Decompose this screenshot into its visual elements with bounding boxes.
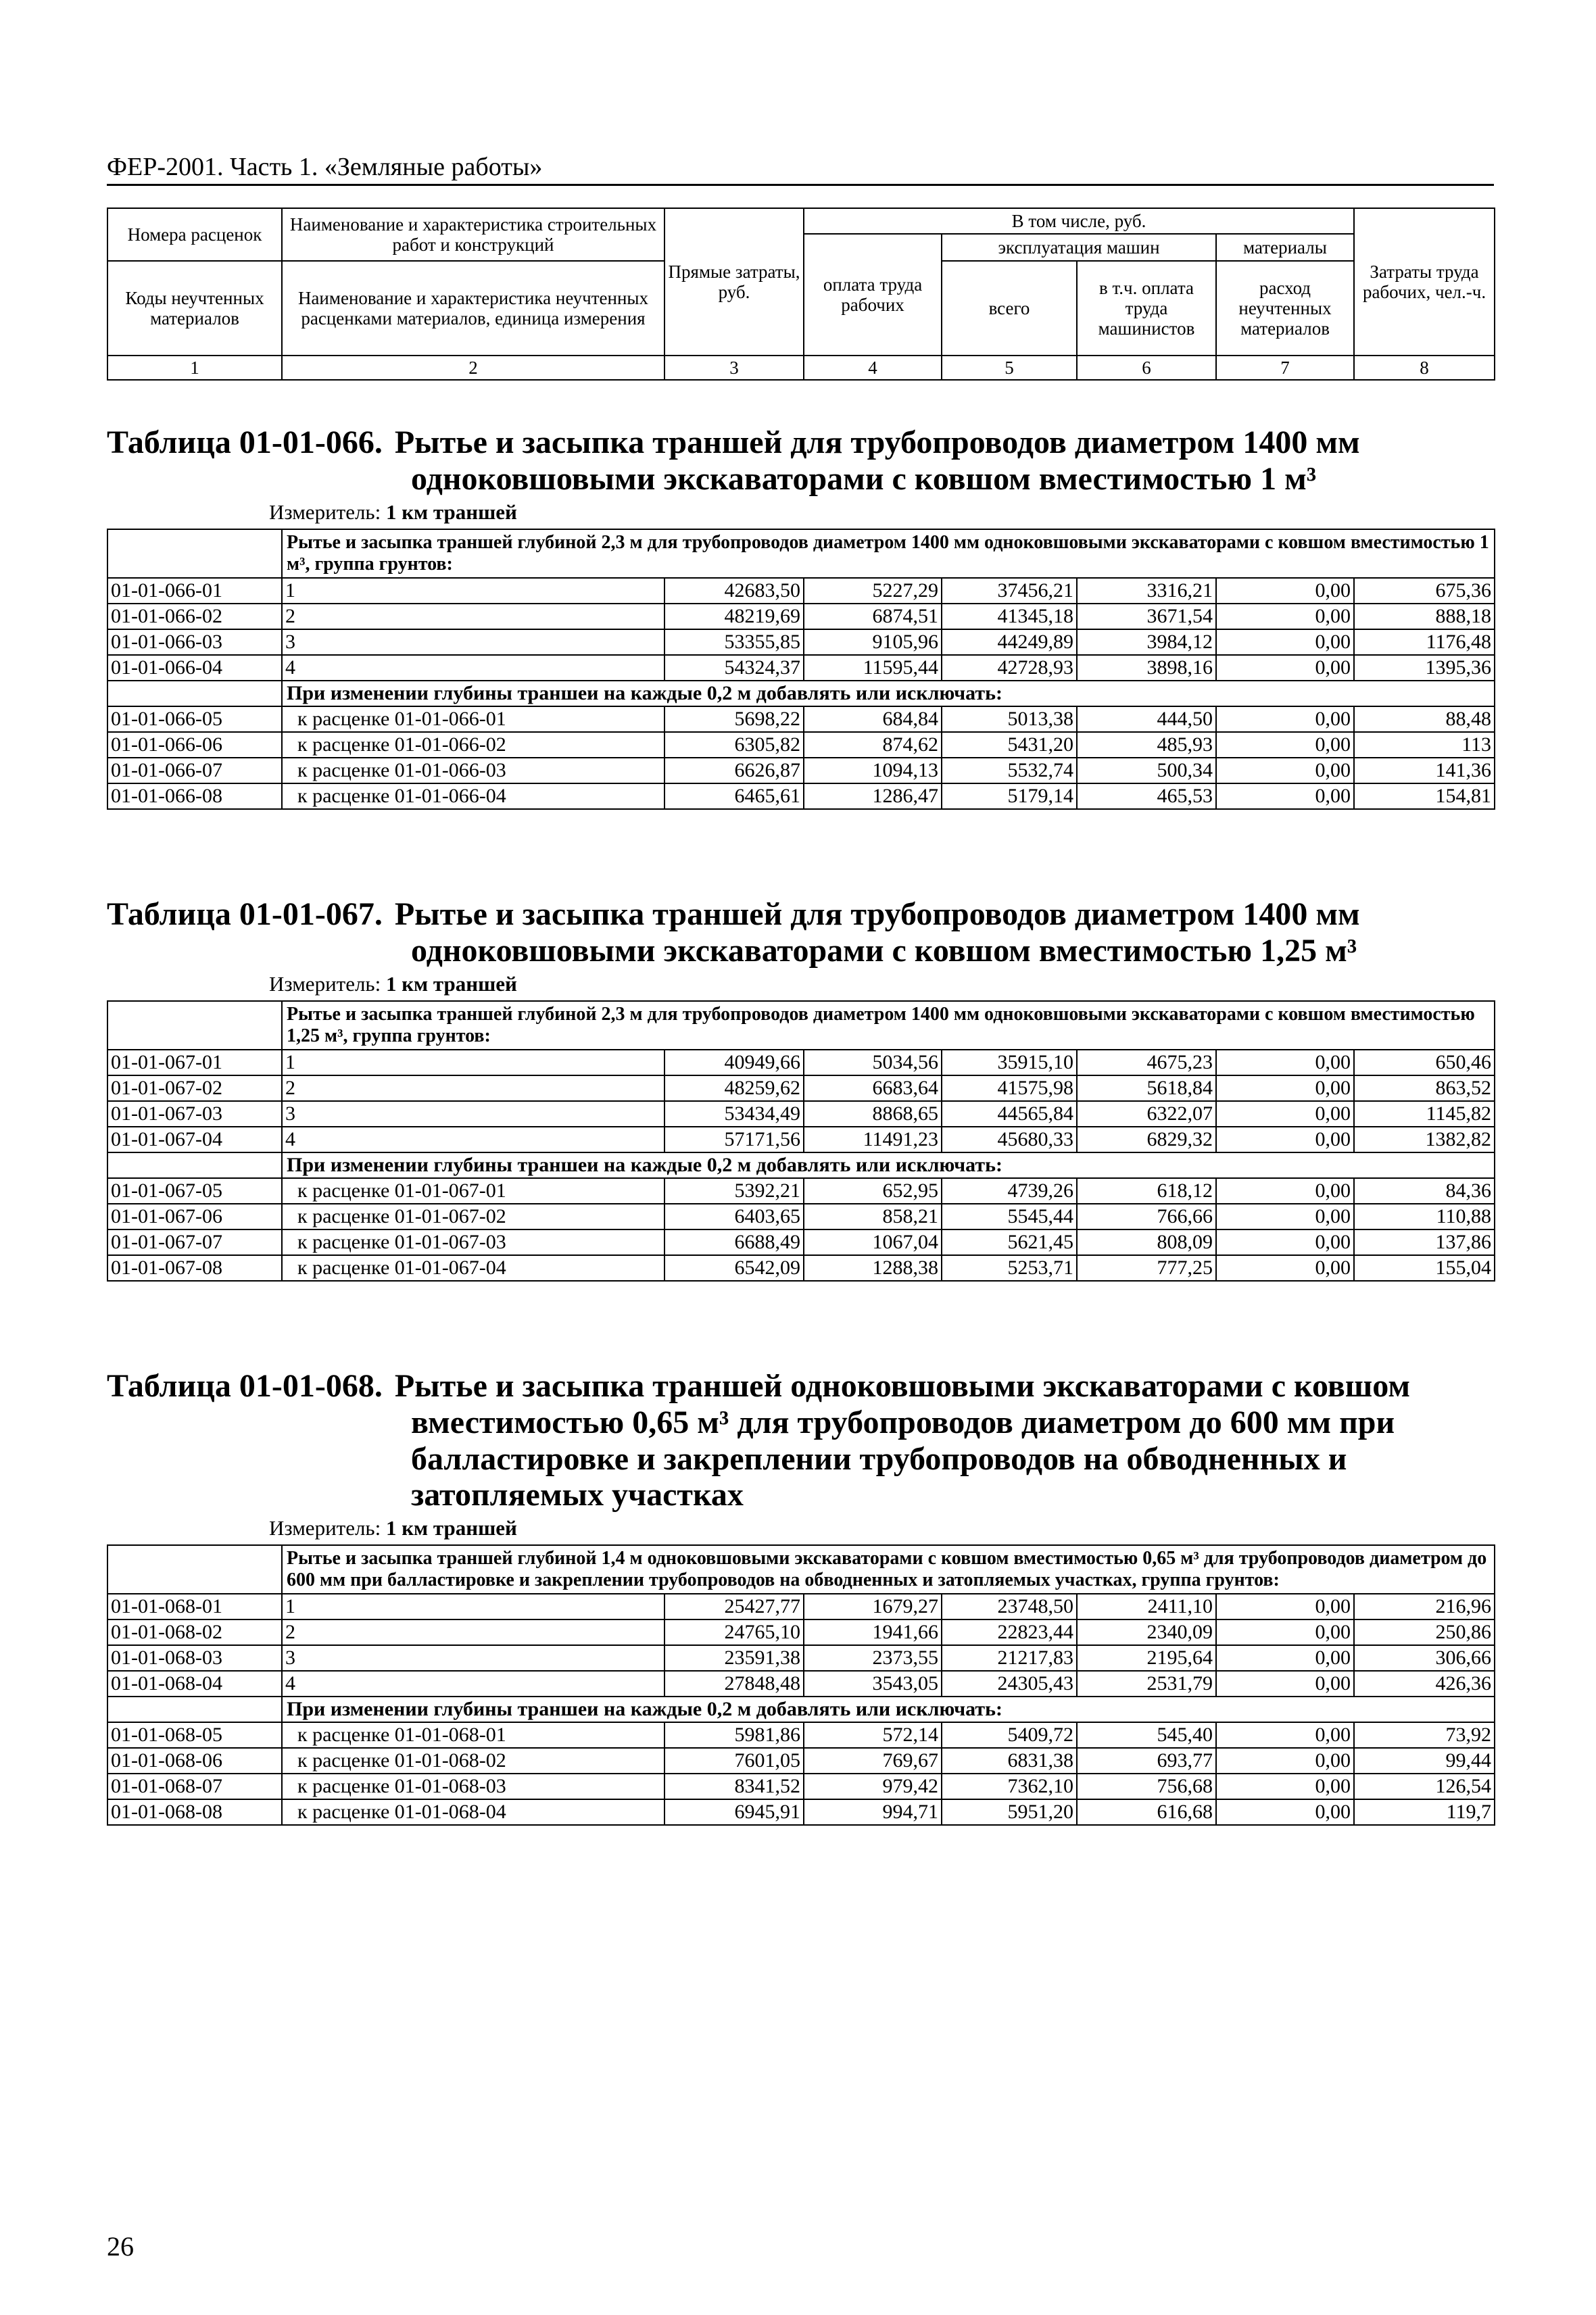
table-row bbox=[107, 604, 1495, 629]
value-cell: 5545,44 bbox=[942, 1204, 1077, 1229]
value-cell: 0,00 bbox=[1216, 758, 1354, 783]
value-cell: 45680,33 bbox=[942, 1127, 1077, 1152]
table-row bbox=[107, 1050, 1495, 1075]
row-label: к расценке 01-01-067-03 bbox=[282, 1229, 664, 1255]
rate-code: 01-01-067-06 bbox=[107, 1204, 282, 1229]
value-cell: 0,00 bbox=[1216, 783, 1354, 809]
value-cell: 1679,27 bbox=[804, 1594, 942, 1619]
value-cell: 40949,66 bbox=[664, 1050, 804, 1075]
value-cell: 1382,82 bbox=[1354, 1127, 1495, 1152]
rate-code: 01-01-068-08 bbox=[107, 1799, 282, 1825]
rate-code: 01-01-066-04 bbox=[107, 655, 282, 681]
value-cell: 35915,10 bbox=[942, 1050, 1077, 1075]
table-row bbox=[107, 1229, 1495, 1255]
row-label: 1 bbox=[282, 1050, 664, 1075]
rate-code: 01-01-068-01 bbox=[107, 1594, 282, 1619]
col-machines: эксплуатация машин bbox=[942, 234, 1216, 261]
value-cell: 1067,04 bbox=[804, 1229, 942, 1255]
rate-code: 01-01-068-07 bbox=[107, 1774, 282, 1799]
rate-code: 01-01-066-05 bbox=[107, 706, 282, 732]
value-cell: 6626,87 bbox=[664, 758, 804, 783]
value-cell: 684,84 bbox=[804, 706, 942, 732]
value-cell: 2411,10 bbox=[1077, 1594, 1216, 1619]
value-cell: 2195,64 bbox=[1077, 1645, 1216, 1671]
table-title-text: Рытье и засыпка траншей для трубопроводов диаметром 1400 мм bbox=[394, 896, 1360, 932]
row-label: 2 bbox=[282, 1619, 664, 1645]
value-cell: 6322,07 bbox=[1077, 1101, 1216, 1127]
work-description-row bbox=[107, 1001, 1495, 1050]
value-cell: 444,50 bbox=[1077, 706, 1216, 732]
value-cell: 500,34 bbox=[1077, 758, 1216, 783]
col-num: 7 bbox=[1216, 356, 1354, 380]
value-cell: 119,7 bbox=[1354, 1799, 1495, 1825]
table-label: Таблица 01-01-068. bbox=[107, 1368, 383, 1404]
value-cell: 618,12 bbox=[1077, 1178, 1216, 1204]
rate-code: 01-01-066-01 bbox=[107, 578, 282, 604]
rate-code: 01-01-068-02 bbox=[107, 1619, 282, 1645]
value-cell: 808,09 bbox=[1077, 1229, 1216, 1255]
col-material-codes: Коды неучтенных материалов bbox=[107, 261, 282, 356]
table-row bbox=[107, 1075, 1495, 1101]
table-row bbox=[107, 1255, 1495, 1281]
table-title-text: Рытье и засыпка траншей одноковшовыми экскаваторами с ковшом bbox=[394, 1368, 1411, 1404]
value-cell: 4675,23 bbox=[1077, 1050, 1216, 1075]
row-label: к расценке 01-01-066-03 bbox=[282, 758, 664, 783]
rates-table bbox=[107, 529, 1495, 810]
value-cell: 0,00 bbox=[1216, 1671, 1354, 1697]
row-label: 1 bbox=[282, 578, 664, 604]
table-row bbox=[107, 1799, 1495, 1825]
value-cell: 25427,77 bbox=[664, 1594, 804, 1619]
col-materials: материалы bbox=[1216, 234, 1354, 261]
value-cell: 6403,65 bbox=[664, 1204, 804, 1229]
value-cell: 41575,98 bbox=[942, 1075, 1077, 1101]
rates-table bbox=[107, 1000, 1495, 1282]
rates-table bbox=[107, 1544, 1495, 1826]
table-row bbox=[107, 1671, 1495, 1697]
table-title-text: балластировке и закреплении трубопроводов на обводненных и bbox=[411, 1440, 1347, 1477]
table-row bbox=[107, 758, 1495, 783]
value-cell: 1145,82 bbox=[1354, 1101, 1495, 1127]
value-cell: 756,68 bbox=[1077, 1774, 1216, 1799]
value-cell: 5013,38 bbox=[942, 706, 1077, 732]
measure-label: Измеритель: bbox=[269, 971, 381, 996]
value-cell: 84,36 bbox=[1354, 1178, 1495, 1204]
value-cell: 4739,26 bbox=[942, 1178, 1077, 1204]
blank-cell bbox=[107, 1697, 282, 1722]
value-cell: 11595,44 bbox=[804, 655, 942, 681]
value-cell: 3671,54 bbox=[1077, 604, 1216, 629]
value-cell: 7601,05 bbox=[664, 1748, 804, 1774]
value-cell: 426,36 bbox=[1354, 1671, 1495, 1697]
value-cell: 6305,82 bbox=[664, 732, 804, 758]
rate-code: 01-01-067-05 bbox=[107, 1178, 282, 1204]
col-direct-costs: Прямые затраты, руб. bbox=[664, 208, 804, 356]
row-label: к расценке 01-01-068-02 bbox=[282, 1748, 664, 1774]
value-cell: 37456,21 bbox=[942, 578, 1077, 604]
value-cell: 6688,49 bbox=[664, 1229, 804, 1255]
value-cell: 3898,16 bbox=[1077, 655, 1216, 681]
work-description-row bbox=[107, 1545, 1495, 1594]
row-label: к расценке 01-01-066-04 bbox=[282, 783, 664, 809]
table-label: Таблица 01-01-067. bbox=[107, 896, 383, 932]
value-cell: 126,54 bbox=[1354, 1774, 1495, 1799]
value-cell: 0,00 bbox=[1216, 1594, 1354, 1619]
table-title-text: вместимостью 0,65 м³ для трубопроводов диаметром до 600 мм при bbox=[411, 1404, 1395, 1440]
table-title-line bbox=[107, 1368, 1494, 1405]
value-cell: 5951,20 bbox=[942, 1799, 1077, 1825]
measure-value: 1 км траншей bbox=[385, 499, 517, 524]
blank-cell bbox=[107, 1001, 282, 1050]
value-cell: 693,77 bbox=[1077, 1748, 1216, 1774]
value-cell: 0,00 bbox=[1216, 604, 1354, 629]
rate-code: 01-01-066-06 bbox=[107, 732, 282, 758]
table-title-text: затопляемых участках bbox=[411, 1477, 744, 1513]
value-cell: 5621,45 bbox=[942, 1229, 1077, 1255]
value-cell: 23748,50 bbox=[942, 1594, 1077, 1619]
row-label: 4 bbox=[282, 655, 664, 681]
column-header-table bbox=[107, 208, 1495, 381]
value-cell: 5981,86 bbox=[664, 1722, 804, 1748]
row-label: 1 bbox=[282, 1594, 664, 1619]
value-cell: 216,96 bbox=[1354, 1594, 1495, 1619]
col-num: 5 bbox=[942, 356, 1077, 380]
row-label: 2 bbox=[282, 1075, 664, 1101]
table-section bbox=[107, 896, 1494, 1282]
value-cell: 874,62 bbox=[804, 732, 942, 758]
table-row bbox=[107, 578, 1495, 604]
rate-code: 01-01-067-08 bbox=[107, 1255, 282, 1281]
value-cell: 858,21 bbox=[804, 1204, 942, 1229]
value-cell: 0,00 bbox=[1216, 1255, 1354, 1281]
table-title bbox=[107, 424, 1494, 497]
value-cell: 0,00 bbox=[1216, 1645, 1354, 1671]
value-cell: 5698,22 bbox=[664, 706, 804, 732]
rate-code: 01-01-067-04 bbox=[107, 1127, 282, 1152]
table-title-line bbox=[107, 1477, 1494, 1513]
table-title-line bbox=[107, 461, 1494, 497]
value-cell: 6683,64 bbox=[804, 1075, 942, 1101]
value-cell: 675,36 bbox=[1354, 578, 1495, 604]
table-title-line bbox=[107, 896, 1494, 933]
value-cell: 1395,36 bbox=[1354, 655, 1495, 681]
row-label: к расценке 01-01-067-02 bbox=[282, 1204, 664, 1229]
value-cell: 141,36 bbox=[1354, 758, 1495, 783]
value-cell: 155,04 bbox=[1354, 1255, 1495, 1281]
value-cell: 0,00 bbox=[1216, 1204, 1354, 1229]
value-cell: 5253,71 bbox=[942, 1255, 1077, 1281]
value-cell: 48219,69 bbox=[664, 604, 804, 629]
value-cell: 1094,13 bbox=[804, 758, 942, 783]
value-cell: 8341,52 bbox=[664, 1774, 804, 1799]
value-cell: 766,66 bbox=[1077, 1204, 1216, 1229]
value-cell: 21217,83 bbox=[942, 1645, 1077, 1671]
table-title bbox=[107, 896, 1494, 969]
rate-code: 01-01-068-04 bbox=[107, 1671, 282, 1697]
value-cell: 0,00 bbox=[1216, 732, 1354, 758]
value-cell: 545,40 bbox=[1077, 1722, 1216, 1748]
value-cell: 0,00 bbox=[1216, 1799, 1354, 1825]
table-title-line bbox=[107, 1405, 1494, 1441]
value-cell: 5392,21 bbox=[664, 1178, 804, 1204]
value-cell: 27848,48 bbox=[664, 1671, 804, 1697]
change-note: При изменении глубины траншеи на каждые 0,2 м добавлять или исключать: bbox=[282, 681, 1495, 706]
col-including: В том числе, руб. bbox=[804, 208, 1354, 234]
col-work-name: Наименование и характеристика строительных работ и конструкций bbox=[282, 208, 664, 261]
measure-label: Измеритель: bbox=[269, 1516, 381, 1540]
row-label: 3 bbox=[282, 1101, 664, 1127]
table-row bbox=[107, 1722, 1495, 1748]
value-cell: 44249,89 bbox=[942, 629, 1077, 655]
value-cell: 22823,44 bbox=[942, 1619, 1077, 1645]
value-cell: 465,53 bbox=[1077, 783, 1216, 809]
page-header: ФЕР-2001. Часть 1. «Земляные работы» bbox=[107, 153, 543, 181]
value-cell: 0,00 bbox=[1216, 655, 1354, 681]
change-note-row bbox=[107, 1152, 1495, 1178]
value-cell: 250,86 bbox=[1354, 1619, 1495, 1645]
row-label: 4 bbox=[282, 1671, 664, 1697]
value-cell: 979,42 bbox=[804, 1774, 942, 1799]
work-description: Рытье и засыпка траншей глубиной 1,4 м одноковшовыми экскаваторами с ковшом вместимостью 0,65 м³ для трубопроводов диаметром до 600 мм при балластировке и закреплении трубопроводов на обводненных и затопляемых участках, группа грунтов: bbox=[282, 1545, 1495, 1594]
table-row bbox=[107, 1748, 1495, 1774]
value-cell: 154,81 bbox=[1354, 783, 1495, 809]
value-cell: 6542,09 bbox=[664, 1255, 804, 1281]
rate-code: 01-01-068-03 bbox=[107, 1645, 282, 1671]
value-cell: 0,00 bbox=[1216, 1075, 1354, 1101]
measure-label: Измеритель: bbox=[269, 499, 381, 524]
value-cell: 6945,91 bbox=[664, 1799, 804, 1825]
value-cell: 3316,21 bbox=[1077, 578, 1216, 604]
value-cell: 0,00 bbox=[1216, 1127, 1354, 1152]
header-rule bbox=[107, 184, 1494, 186]
value-cell: 7362,10 bbox=[942, 1774, 1077, 1799]
work-description: Рытье и засыпка траншей глубиной 2,3 м для трубопроводов диаметром 1400 мм одноковшовыми экскаваторами с ковшом вместимостью 1,25 м³, группа грунтов: bbox=[282, 1001, 1495, 1050]
value-cell: 0,00 bbox=[1216, 1178, 1354, 1204]
value-cell: 572,14 bbox=[804, 1722, 942, 1748]
table-title-text: одноковшовыми экскаваторами с ковшом вместимостью 1,25 м³ bbox=[411, 932, 1357, 969]
table-section bbox=[107, 424, 1494, 810]
rate-code: 01-01-066-02 bbox=[107, 604, 282, 629]
table-row bbox=[107, 1101, 1495, 1127]
value-cell: 5618,84 bbox=[1077, 1075, 1216, 1101]
col-num: 4 bbox=[804, 356, 942, 380]
table-row bbox=[107, 655, 1495, 681]
value-cell: 769,67 bbox=[804, 1748, 942, 1774]
value-cell: 0,00 bbox=[1216, 1748, 1354, 1774]
value-cell: 5034,56 bbox=[804, 1050, 942, 1075]
value-cell: 54324,37 bbox=[664, 655, 804, 681]
value-cell: 8868,65 bbox=[804, 1101, 942, 1127]
value-cell: 863,52 bbox=[1354, 1075, 1495, 1101]
value-cell: 1288,38 bbox=[804, 1255, 942, 1281]
change-note-row bbox=[107, 1697, 1495, 1722]
table-title-text: Рытье и засыпка траншей для трубопроводов диаметром 1400 мм bbox=[394, 424, 1360, 460]
value-cell: 994,71 bbox=[804, 1799, 942, 1825]
value-cell: 0,00 bbox=[1216, 1050, 1354, 1075]
value-cell: 48259,62 bbox=[664, 1075, 804, 1101]
table-row bbox=[107, 1204, 1495, 1229]
value-cell: 6874,51 bbox=[804, 604, 942, 629]
table-title-line bbox=[107, 424, 1494, 461]
table-section bbox=[107, 1368, 1494, 1826]
table-row bbox=[107, 1178, 1495, 1204]
value-cell: 0,00 bbox=[1216, 1774, 1354, 1799]
col-num: 1 bbox=[107, 356, 282, 380]
col-num: 2 bbox=[282, 356, 664, 380]
value-cell: 9105,96 bbox=[804, 629, 942, 655]
change-note: При изменении глубины траншеи на каждые 0,2 м добавлять или исключать: bbox=[282, 1697, 1495, 1722]
page-number: 26 bbox=[107, 2231, 134, 2262]
table-row bbox=[107, 629, 1495, 655]
value-cell: 113 bbox=[1354, 732, 1495, 758]
value-cell: 137,86 bbox=[1354, 1229, 1495, 1255]
measure-value: 1 км траншей bbox=[385, 971, 517, 996]
value-cell: 5179,14 bbox=[942, 783, 1077, 809]
table-row bbox=[107, 1594, 1495, 1619]
value-cell: 42683,50 bbox=[664, 578, 804, 604]
value-cell: 6831,38 bbox=[942, 1748, 1077, 1774]
col-num: 3 bbox=[664, 356, 804, 380]
table-row bbox=[107, 732, 1495, 758]
table-row bbox=[107, 1645, 1495, 1671]
value-cell: 650,46 bbox=[1354, 1050, 1495, 1075]
col-material-name: Наименование и характеристика неучтенных расценками материалов, единица измерения bbox=[282, 261, 664, 356]
col-rate-numbers: Номера расценок bbox=[107, 208, 282, 261]
row-label: 3 bbox=[282, 1645, 664, 1671]
value-cell: 2373,55 bbox=[804, 1645, 942, 1671]
value-cell: 42728,93 bbox=[942, 655, 1077, 681]
value-cell: 485,93 bbox=[1077, 732, 1216, 758]
row-label: к расценке 01-01-066-02 bbox=[282, 732, 664, 758]
value-cell: 0,00 bbox=[1216, 1229, 1354, 1255]
col-labor-hours: Затраты труда рабочих, чел.-ч. bbox=[1354, 208, 1495, 356]
work-description-row bbox=[107, 529, 1495, 578]
value-cell: 11491,23 bbox=[804, 1127, 942, 1152]
table-label: Таблица 01-01-066. bbox=[107, 424, 383, 460]
measure-value: 1 км траншей bbox=[385, 1516, 517, 1540]
col-machines-total: всего bbox=[942, 261, 1077, 356]
value-cell: 0,00 bbox=[1216, 629, 1354, 655]
value-cell: 0,00 bbox=[1216, 1722, 1354, 1748]
value-cell: 1286,47 bbox=[804, 783, 942, 809]
blank-cell bbox=[107, 1545, 282, 1594]
table-title-line bbox=[107, 933, 1494, 969]
value-cell: 0,00 bbox=[1216, 1619, 1354, 1645]
value-cell: 3984,12 bbox=[1077, 629, 1216, 655]
table-row bbox=[107, 706, 1495, 732]
value-cell: 110,88 bbox=[1354, 1204, 1495, 1229]
row-label: к расценке 01-01-066-01 bbox=[282, 706, 664, 732]
table-title-text: одноковшовыми экскаваторами с ковшом вместимостью 1 м³ bbox=[411, 460, 1317, 497]
rate-code: 01-01-068-06 bbox=[107, 1748, 282, 1774]
value-cell: 616,68 bbox=[1077, 1799, 1216, 1825]
value-cell: 41345,18 bbox=[942, 604, 1077, 629]
value-cell: 88,48 bbox=[1354, 706, 1495, 732]
value-cell: 0,00 bbox=[1216, 706, 1354, 732]
value-cell: 99,44 bbox=[1354, 1748, 1495, 1774]
table-title bbox=[107, 1368, 1494, 1513]
value-cell: 5532,74 bbox=[942, 758, 1077, 783]
col-material-usage: расход неучтенных материалов bbox=[1216, 261, 1354, 356]
value-cell: 5409,72 bbox=[942, 1722, 1077, 1748]
table-row bbox=[107, 1127, 1495, 1152]
row-label: к расценке 01-01-068-01 bbox=[282, 1722, 664, 1748]
value-cell: 57171,56 bbox=[664, 1127, 804, 1152]
col-num: 8 bbox=[1354, 356, 1495, 380]
value-cell: 0,00 bbox=[1216, 578, 1354, 604]
col-worker-pay: оплата труда рабочих bbox=[804, 234, 942, 356]
value-cell: 652,95 bbox=[804, 1178, 942, 1204]
value-cell: 6465,61 bbox=[664, 783, 804, 809]
row-label: к расценке 01-01-068-04 bbox=[282, 1799, 664, 1825]
value-cell: 53434,49 bbox=[664, 1101, 804, 1127]
value-cell: 53355,85 bbox=[664, 629, 804, 655]
value-cell: 73,92 bbox=[1354, 1722, 1495, 1748]
col-operator-pay: в т.ч. оплата труда машинистов bbox=[1077, 261, 1216, 356]
value-cell: 3543,05 bbox=[804, 1671, 942, 1697]
value-cell: 6829,32 bbox=[1077, 1127, 1216, 1152]
change-note: При изменении глубины траншеи на каждые 0,2 м добавлять или исключать: bbox=[282, 1152, 1495, 1178]
rate-code: 01-01-068-05 bbox=[107, 1722, 282, 1748]
blank-cell bbox=[107, 1152, 282, 1178]
work-description: Рытье и засыпка траншей глубиной 2,3 м для трубопроводов диаметром 1400 мм одноковшовыми экскаваторами с ковшом вместимостью 1 м³, группа грунтов: bbox=[282, 529, 1495, 578]
value-cell: 1176,48 bbox=[1354, 629, 1495, 655]
value-cell: 888,18 bbox=[1354, 604, 1495, 629]
value-cell: 2340,09 bbox=[1077, 1619, 1216, 1645]
rate-code: 01-01-066-07 bbox=[107, 758, 282, 783]
value-cell: 24765,10 bbox=[664, 1619, 804, 1645]
value-cell: 24305,43 bbox=[942, 1671, 1077, 1697]
value-cell: 306,66 bbox=[1354, 1645, 1495, 1671]
table-row bbox=[107, 783, 1495, 809]
table-row bbox=[107, 1619, 1495, 1645]
value-cell: 777,25 bbox=[1077, 1255, 1216, 1281]
rate-code: 01-01-067-03 bbox=[107, 1101, 282, 1127]
rate-code: 01-01-067-02 bbox=[107, 1075, 282, 1101]
row-label: 2 bbox=[282, 604, 664, 629]
rate-code: 01-01-067-01 bbox=[107, 1050, 282, 1075]
blank-cell bbox=[107, 529, 282, 578]
rate-code: 01-01-066-03 bbox=[107, 629, 282, 655]
value-cell: 5431,20 bbox=[942, 732, 1077, 758]
value-cell: 1941,66 bbox=[804, 1619, 942, 1645]
value-cell: 44565,84 bbox=[942, 1101, 1077, 1127]
row-label: к расценке 01-01-067-01 bbox=[282, 1178, 664, 1204]
rate-code: 01-01-067-07 bbox=[107, 1229, 282, 1255]
measure-line bbox=[269, 1516, 1494, 1540]
col-num: 6 bbox=[1077, 356, 1216, 380]
change-note-row bbox=[107, 681, 1495, 706]
measure-line bbox=[269, 500, 1494, 525]
table-title-line bbox=[107, 1441, 1494, 1478]
value-cell: 2531,79 bbox=[1077, 1671, 1216, 1697]
rate-code: 01-01-066-08 bbox=[107, 783, 282, 809]
row-label: к расценке 01-01-067-04 bbox=[282, 1255, 664, 1281]
value-cell: 5227,29 bbox=[804, 578, 942, 604]
measure-line bbox=[269, 972, 1494, 996]
value-cell: 0,00 bbox=[1216, 1101, 1354, 1127]
value-cell: 23591,38 bbox=[664, 1645, 804, 1671]
row-label: 3 bbox=[282, 629, 664, 655]
table-row bbox=[107, 1774, 1495, 1799]
row-label: 4 bbox=[282, 1127, 664, 1152]
blank-cell bbox=[107, 681, 282, 706]
row-label: к расценке 01-01-068-03 bbox=[282, 1774, 664, 1799]
